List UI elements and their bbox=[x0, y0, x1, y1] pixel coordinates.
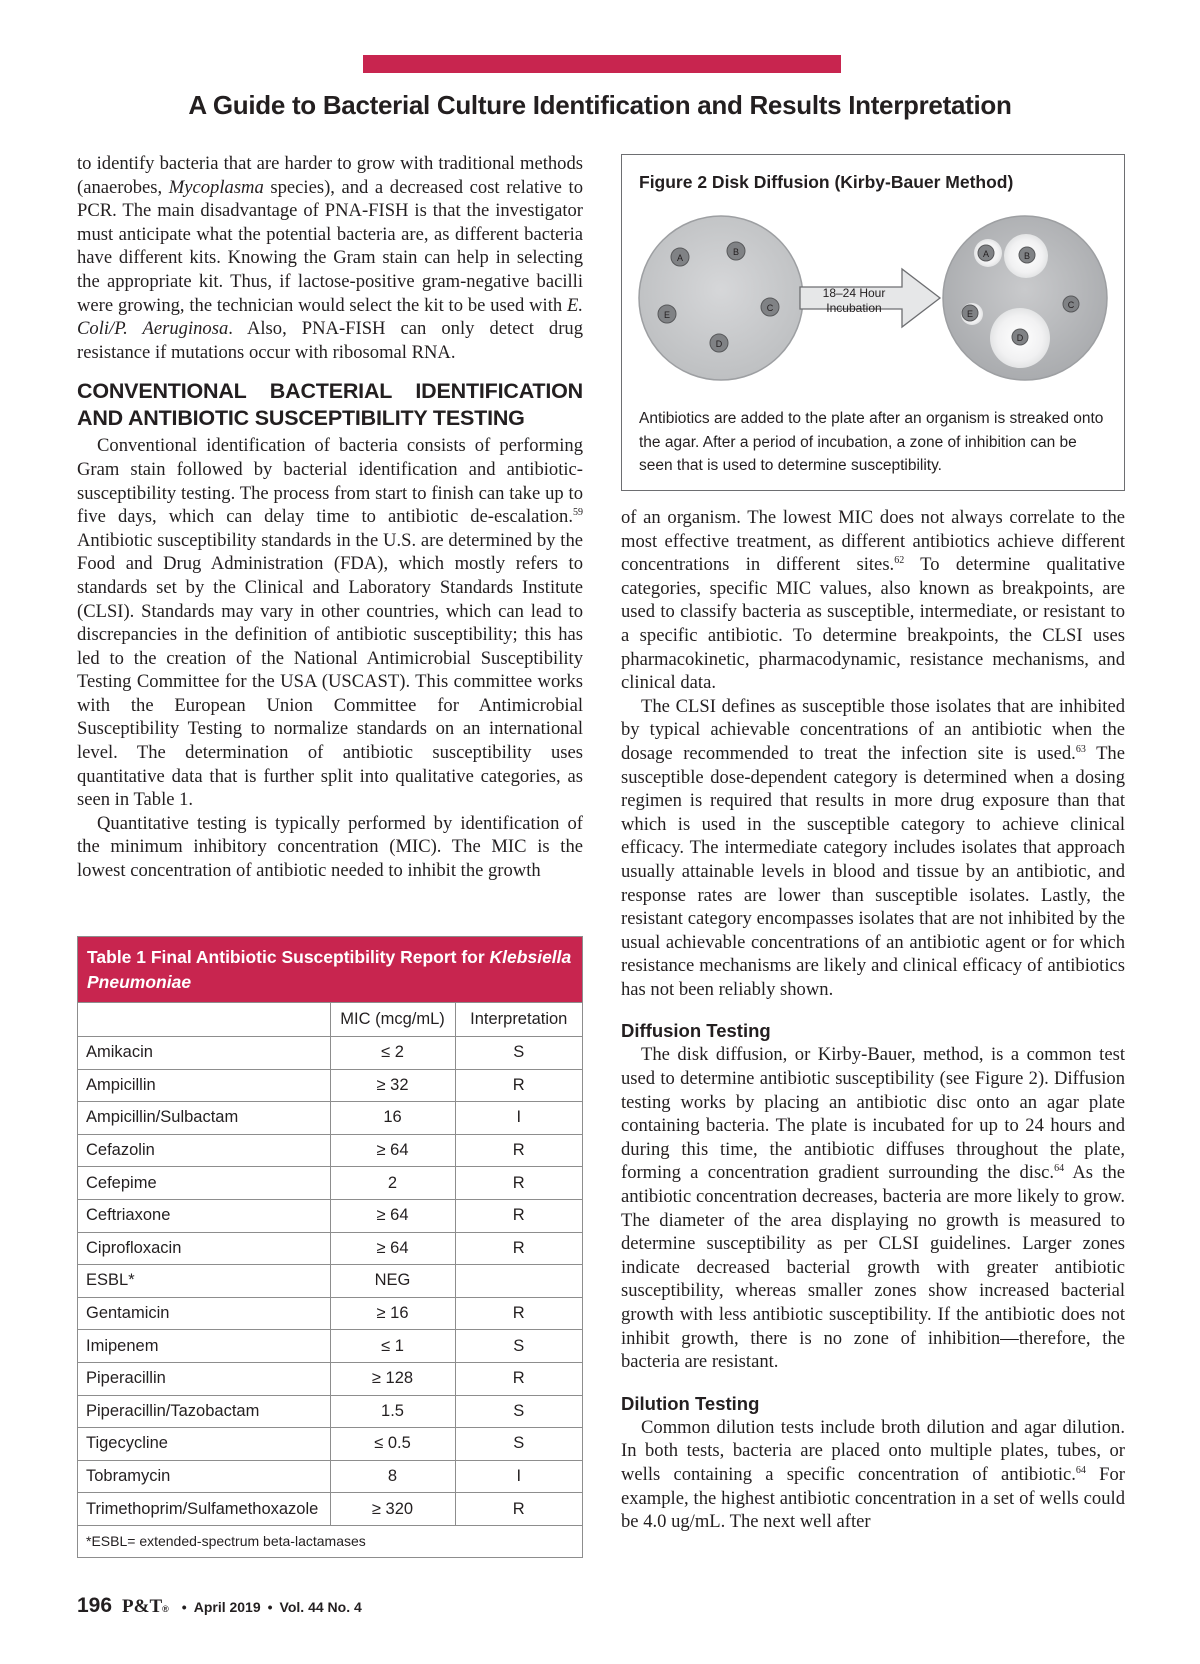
drug-cell: Imipenem bbox=[78, 1330, 330, 1363]
mic-cell: 16 bbox=[330, 1102, 455, 1135]
drug-cell: Ampicillin/Sulbactam bbox=[78, 1102, 330, 1135]
page-title: A Guide to Bacterial Culture Identification and Results Interpretation bbox=[188, 90, 1012, 120]
drug-cell: Ampicillin bbox=[78, 1069, 330, 1102]
table-row bbox=[78, 1297, 582, 1330]
mic-cell: ≥ 128 bbox=[330, 1362, 455, 1395]
paragraph: The CLSI defines as susceptible those isolates that are inhibited by typical achievable concentrations of an antibiotic when the dosage recommended to treat the infection site is used.$^{63}$ The susceptible dose-dependent category is determined when a dosing regimen is required that results in more drug exposure than that which is used in the susceptible category to achieve clinical efficacy. The intermediate category includes isolates that approach usually attainable levels in blood and tissue by an antibiotic, and response rates are lower than susceptible isolates. Lastly, the resistant category encompasses isolates that are not inhibited by the usual achievable concentrations of an antibiotic agent or for which resistance mechanisms are likely and clinical efficacy of antibiotics has not been reliably shown. bbox=[621, 695, 1125, 1000]
susceptibility-table bbox=[77, 936, 583, 1558]
figure-title: Figure 2 Disk Diffusion (Kirby-Bauer Method) bbox=[639, 172, 1014, 192]
interp-cell: S bbox=[455, 1037, 582, 1070]
table-row bbox=[78, 1265, 582, 1298]
drug-cell: Gentamicin bbox=[78, 1297, 330, 1330]
antibiotic-disk-e-after bbox=[962, 305, 978, 321]
antibiotic-disk-b-after bbox=[1019, 247, 1035, 263]
antibiotic-disk-c bbox=[761, 298, 779, 316]
mic-cell: ≥ 320 bbox=[330, 1493, 455, 1526]
antibiotic-disk-d bbox=[710, 334, 728, 352]
svg-text:D: D bbox=[1016, 333, 1024, 343]
antibiotic-disk-c-after bbox=[1063, 296, 1079, 312]
table-row bbox=[78, 1167, 582, 1200]
svg-text:E: E bbox=[663, 310, 671, 320]
table-row bbox=[78, 1493, 582, 1526]
interp-cell: S bbox=[455, 1395, 582, 1428]
interp-cell: R bbox=[455, 1362, 582, 1395]
footer-bullet: • bbox=[267, 1599, 273, 1615]
svg-text:B: B bbox=[732, 247, 740, 257]
table bbox=[78, 1002, 582, 1525]
antibiotic-disk-a-after bbox=[978, 245, 994, 261]
mic-cell: ≤ 0.5 bbox=[330, 1428, 455, 1461]
disk-diffusion-diagram bbox=[622, 210, 1126, 400]
drug-cell: Ciprofloxacin bbox=[78, 1232, 330, 1265]
table-title: Table 1 Final Antibiotic Susceptibility Report for Klebsiella Pneumoniae bbox=[78, 937, 582, 1002]
mic-cell: ≥ 64 bbox=[330, 1232, 455, 1265]
right-column bbox=[621, 506, 1125, 1534]
intro-paragraph: to identify bacteria that are harder to grow with traditional methods (anaerobes, Mycoplasma species), and a decreased cost relative to PCR. The main disadvantage of PNA-FISH is that the investigator must anticipate what the potential bacteria are, as different bacteria have different kits. Knowing the Gram stain can help in selecting the appropriate kit. Thus, if lactose-positive gram-negative bacilli were growing, the technician would select the kit to be used with E. Coli/P. Aeruginosa. Also, PNA-FISH can only detect drug resistance if mutations occur with ribosomal RNA. bbox=[77, 153, 583, 363]
table-footnote: *ESBL= extended-spectrum beta-lactamases bbox=[78, 1525, 582, 1557]
subheading-diffusion: Diffusion Testing bbox=[621, 1020, 771, 1042]
svg-text:C: C bbox=[766, 303, 774, 313]
drug-cell: Cefepime bbox=[78, 1167, 330, 1200]
mic-cell: ≥ 64 bbox=[330, 1134, 455, 1167]
agar-plate-before bbox=[639, 216, 803, 380]
issue-date: April 2019 bbox=[193, 1599, 261, 1615]
drug-cell: Ceftriaxone bbox=[78, 1199, 330, 1232]
drug-cell: ESBL* bbox=[78, 1265, 330, 1298]
mic-cell: 2 bbox=[330, 1167, 455, 1200]
svg-text:E: E bbox=[966, 309, 974, 319]
volume-issue: Vol. 44 No. 4 bbox=[279, 1599, 362, 1615]
table-row bbox=[78, 1395, 582, 1428]
interp-cell: S bbox=[455, 1330, 582, 1363]
drug-cell: Piperacillin bbox=[78, 1362, 330, 1395]
mic-cell: ≤ 2 bbox=[330, 1037, 455, 1070]
journal-name: P&T bbox=[122, 1596, 163, 1617]
footer-bullet: • bbox=[181, 1599, 187, 1615]
interp-cell: R bbox=[455, 1069, 582, 1102]
interp-cell: R bbox=[455, 1493, 582, 1526]
antibiotic-disk-d-after bbox=[1012, 329, 1028, 345]
svg-text:C: C bbox=[1067, 300, 1075, 310]
table-row bbox=[78, 1134, 582, 1167]
mic-cell: ≥ 16 bbox=[330, 1297, 455, 1330]
svg-text:B: B bbox=[1023, 251, 1031, 261]
table-row bbox=[78, 1037, 582, 1070]
table-row bbox=[78, 1460, 582, 1493]
antibiotic-disk-a bbox=[671, 248, 689, 266]
table-row bbox=[78, 1232, 582, 1265]
registered-mark: ® bbox=[162, 1604, 169, 1614]
antibiotic-disk-e bbox=[658, 305, 676, 323]
interp-cell: R bbox=[455, 1167, 582, 1200]
mic-cell: 1.5 bbox=[330, 1395, 455, 1428]
column-header bbox=[78, 1003, 330, 1037]
interp-cell: R bbox=[455, 1199, 582, 1232]
drug-cell: Tigecycline bbox=[78, 1428, 330, 1461]
column-header: Interpretation bbox=[455, 1003, 582, 1037]
interp-cell: R bbox=[455, 1297, 582, 1330]
figure-2 bbox=[621, 154, 1125, 491]
table-row bbox=[78, 1330, 582, 1363]
svg-text:D: D bbox=[715, 339, 723, 349]
drug-cell: Amikacin bbox=[78, 1037, 330, 1070]
arrow-label-line-1: 18–24 Hour bbox=[822, 286, 886, 300]
drug-cell: Trimethoprim/Sulfamethoxazole bbox=[78, 1493, 330, 1526]
mic-cell: ≤ 1 bbox=[330, 1330, 455, 1363]
table-header-row bbox=[78, 1003, 582, 1037]
table-row bbox=[78, 1069, 582, 1102]
svg-text:A: A bbox=[982, 249, 990, 259]
mic-cell: ≥ 64 bbox=[330, 1199, 455, 1232]
left-column bbox=[77, 152, 583, 883]
header-accent-bar bbox=[363, 55, 841, 73]
antibiotic-disk-b bbox=[727, 242, 745, 260]
svg-text:A: A bbox=[676, 253, 684, 263]
drug-cell: Tobramycin bbox=[78, 1460, 330, 1493]
figure-caption: Antibiotics are added to the plate after an organism is streaked onto the agar. After a period of incubation, a zone of inhibition can be seen that is used to determine susceptibility. bbox=[639, 410, 1104, 474]
interp-cell: R bbox=[455, 1232, 582, 1265]
column-header: MIC (mcg/mL) bbox=[330, 1003, 455, 1037]
paragraph: Quantitative testing is typically performed by identification of the minimum inhibitory concentration (MIC). The MIC is the lowest concentration of antibiotic needed to inhibit the growth bbox=[77, 812, 583, 882]
drug-cell: Cefazolin bbox=[78, 1134, 330, 1167]
subheading-dilution: Dilution Testing bbox=[621, 1392, 760, 1414]
table-row bbox=[78, 1102, 582, 1135]
paragraph: Conventional identification of bacteria consists of performing Gram stain followed by bacterial identification and antibiotic-susceptibility testing. The process from start to finish can take up to five days, which can delay time to antibiotic de-escalation.$^{59}$ Antibiotic susceptibility standards in the U.S. are determined by the Food and Drug Administration (FDA), which mostly refers to standards set by the Clinical and Laboratory Standards Institute (CLSI). Standards may vary in other countries, which can lead to discrepancies in the definition of antibiotic susceptibility; this has led to the creation of the National Antimicrobial Susceptibility Testing Committee for the USA (USCAST). This committee works with the European Union Committee for Antimicrobial Susceptibility Testing to normalize standards on an international level. The determination of antibiotic susceptibility uses quantitative data that is further split into qualitative categories, as seen in Table 1. bbox=[77, 435, 583, 811]
mic-cell: 8 bbox=[330, 1460, 455, 1493]
paragraph: Common dilution tests include broth dilution and agar dilution. In both tests, bacteria are placed onto multiple plates, tubes, or wells containing a specific concentration of antibiotic.$^{64}$ For example, the highest antibiotic concentration in a set of wells could be 4.0 ug/mL. The next well after bbox=[621, 1416, 1125, 1533]
mic-cell: ≥ 32 bbox=[330, 1069, 455, 1102]
table-row bbox=[78, 1362, 582, 1395]
interp-cell: I bbox=[455, 1460, 582, 1493]
table-row bbox=[78, 1428, 582, 1461]
interp-cell: R bbox=[455, 1134, 582, 1167]
interp-cell bbox=[455, 1265, 582, 1298]
interp-cell: I bbox=[455, 1102, 582, 1135]
page-number: 196 bbox=[77, 1594, 113, 1617]
paragraph: The disk diffusion, or Kirby-Bauer, method, is a common test used to determine antibiotic susceptibility (see Figure 2). Diffusion testing works by placing an antibiotic disc onto an agar plate containing bacteria. The plate is incubated for up to 24 hours and during this time, the antibiotic diffuses throughout the plate, forming a concentration gradient surrounding the disc.$^{64}$ As the antibiotic concentration decreases, bacteria are more likely to grow. The diameter of the area displaying no growth is measured to determine susceptibility as per CLSI guidelines. Larger zones indicate decreased bacterial growth with greater antibiotic susceptibility, whereas smaller zones show increased bacterial growth with less antibiotic susceptibility. If the antibiotic does not inhibit growth, there is no zone of inhibition—therefore, the bacteria are resistant. bbox=[621, 1044, 1125, 1373]
mic-cell: NEG bbox=[330, 1265, 455, 1298]
page-footer bbox=[77, 1594, 362, 1618]
drug-cell: Piperacillin/Tazobactam bbox=[78, 1395, 330, 1428]
table-row bbox=[78, 1199, 582, 1232]
arrow-label-line-2: Incubation bbox=[826, 301, 882, 315]
section-heading: CONVENTIONAL BACTERIAL IDENTIFICATION AND ANTIBIOTIC SUSCEPTIBILITY TESTING bbox=[77, 379, 583, 431]
interp-cell: S bbox=[455, 1428, 582, 1461]
paragraph: of an organism. The lowest MIC does not always correlate to the most effective treatment, as different antibiotics achieve different concentrations in different sites.$^{62}$ To determine qualitative categories, specific MIC values, also known as breakpoints, are used to classify bacteria as susceptible, intermediate, or resistant to a specific antibiotic. To determine breakpoints, the CLSI uses pharmacokinetic, pharmacodynamic, resistance mechanisms, and clinical data. bbox=[621, 507, 1125, 694]
